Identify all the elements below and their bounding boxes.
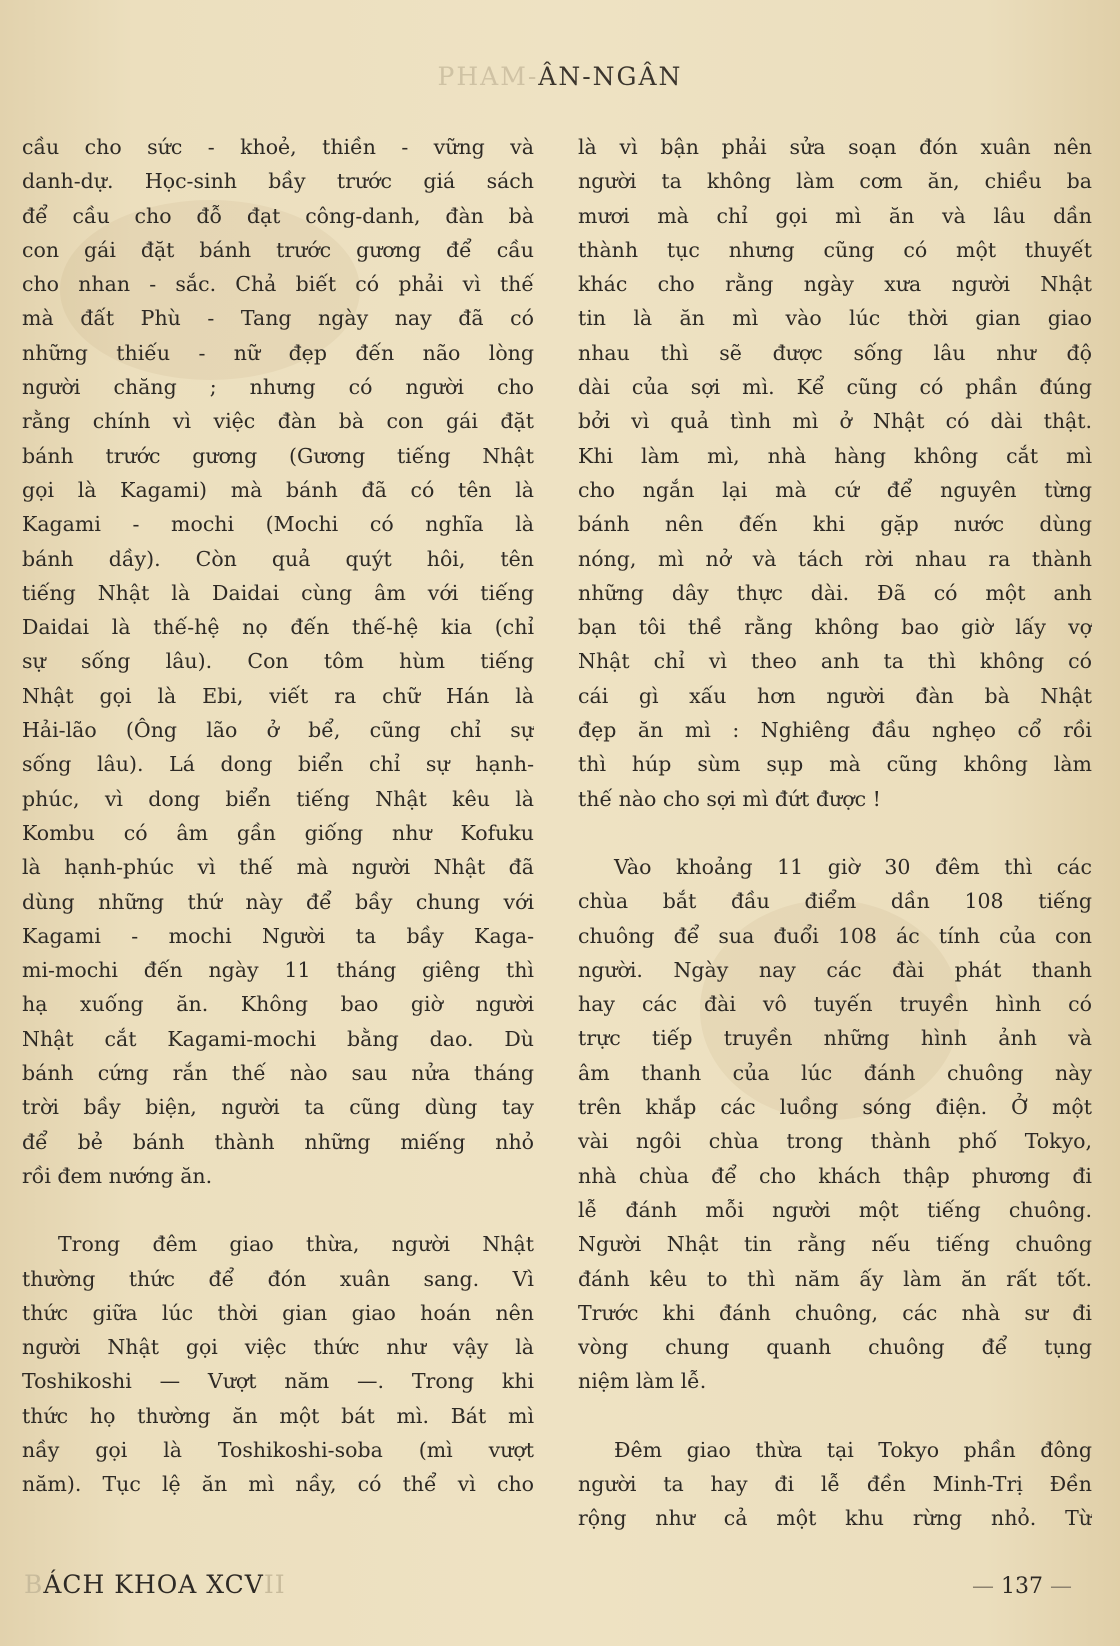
paragraph-gap [578, 1399, 1092, 1433]
text-line: Trước khi đánh chuông, các nhà sư đi [578, 1300, 1092, 1325]
text-line: Kombu có âm gần giống như Kofuku [22, 820, 534, 845]
text-line: Toshikoshi — Vượt năm —. Trong khi [22, 1369, 534, 1394]
running-header [0, 62, 1120, 91]
paragraph-gap [578, 816, 1092, 850]
text-line: niệm làm lễ. [578, 1369, 707, 1394]
text-line: nóng, mì nở và tách rời nhau ra thành [578, 546, 1092, 571]
text-line: vòng chung quanh chuông để tụng [578, 1335, 1092, 1360]
text-line: con gái đặt bánh trước gương để cầu [22, 237, 534, 262]
text-line: vài ngôi chùa trong thành phố Tokyo, [578, 1129, 1092, 1154]
text-line: chuông để sua đuổi 108 ác tính của con [578, 923, 1092, 948]
magazine-footer [24, 1570, 286, 1599]
text-line: trực tiếp truyền những hình ảnh và [578, 1026, 1092, 1051]
text-line: nhà chùa để cho khách thập phương đi [578, 1163, 1092, 1188]
text-line: mi-mochi đến ngày 11 tháng giêng thì [22, 958, 534, 983]
text-line: Đêm giao thừa tại Tokyo phần đông [614, 1437, 1092, 1462]
text-line: những dây thực dài. Đã có một anh [578, 580, 1092, 605]
text-line: người Nhật gọi việc thức như vậy là [22, 1335, 534, 1360]
page-number-block [972, 1574, 1072, 1599]
magazine-name: ÁCH KHOA XCV [43, 1570, 264, 1599]
text-line: đánh kêu to thì năm ấy làm ăn rất tốt. [578, 1266, 1092, 1291]
header-title: ÂN-NGÂN [538, 62, 683, 91]
text-line: phúc, vì dong biển tiếng Nhật kêu là [22, 786, 534, 811]
text-line: bánh nên đến khi gặp nước dùng [578, 512, 1092, 537]
text-line: rộng như cả một khu rừng nhỏ. Từ [578, 1506, 1092, 1531]
text-line: danh-dự. Học-sinh bầy trước giá sách [22, 169, 534, 194]
page-number: 137 [1001, 1574, 1043, 1599]
text-line: bạn tôi thề rằng không bao giờ lấy vợ [578, 615, 1092, 640]
text-line: là hạnh-phúc vì thế mà người Nhật đã [22, 855, 534, 880]
text-line: trên khắp các luồng sóng điện. Ở một [578, 1095, 1092, 1120]
text-line: bánh dầy). Còn quả quýt hôi, tên [22, 546, 534, 571]
text-line: cầu cho sức - khoẻ, thiền - vững và [22, 135, 534, 159]
text-line: người chăng ; nhưng có người cho [22, 375, 534, 400]
text-line: hay các đài vô tuyến truyền hình có [578, 992, 1092, 1017]
text-line: đẹp ăn mì : Nghiêng đầu nghẹo cổ rồi [578, 718, 1092, 743]
footer-faded-letter: B [24, 1570, 44, 1599]
text-line: người ta hay đi lễ đền Minh-Trị Đền [578, 1471, 1092, 1496]
footer-faded-tail: II [263, 1570, 286, 1599]
text-line: cái gì xấu hơn người đàn bà Nhật [578, 683, 1092, 708]
text-line: là vì bận phải sửa soạn đón xuân nên [578, 135, 1092, 159]
text-line: sự sống lâu). Con tôm hùm tiếng [22, 649, 534, 674]
text-line: rằng chính vì việc đàn bà con gái đặt [22, 409, 534, 434]
text-line: lễ đánh mỗi người một tiếng chuông. [578, 1197, 1092, 1222]
text-line: Nhật gọi là Ebi, viết ra chữ Hán là [22, 683, 534, 708]
text-line: hạ xuống ăn. Không bao giờ người [22, 992, 534, 1017]
text-line: Nhật cắt Kagami-mochi bằng dao. Dù [22, 1026, 534, 1051]
paragraph-gap [22, 1193, 534, 1227]
text-line: rồi đem nướng ăn. [22, 1163, 213, 1188]
text-line: thức họ thường ăn một bát mì. Bát mì [22, 1403, 534, 1428]
dash-right: — [1050, 1574, 1072, 1599]
text-line: thế nào cho sợi mì đứt được ! [578, 786, 881, 811]
text-line: dài của sợi mì. Kể cũng có phần đúng [578, 375, 1092, 400]
text-line: bánh trước gương (Gương tiếng Nhật [22, 443, 534, 468]
text-line: âm thanh của lúc đánh chuông này [578, 1060, 1092, 1085]
text-line: chùa bắt đầu điểm dần 108 tiếng [578, 889, 1092, 914]
text-line: tiếng Nhật là Daidai cùng âm với tiếng [22, 580, 534, 605]
left-column [22, 130, 534, 1502]
text-line: mà đất Phù - Tang ngày nay đã có [22, 306, 534, 331]
text-line: bởi vì quả tình mì ở Nhật có dài thật. [578, 409, 1092, 434]
text-line: Vào khoảng 11 giờ 30 đêm thì các [614, 854, 1092, 879]
text-line: dùng những thứ này để bầy chung với [22, 889, 534, 914]
text-line: trời bầy biện, người ta cũng dùng tay [22, 1095, 534, 1120]
right-column [578, 130, 1092, 1536]
text-line: để cầu cho đỗ đạt công-danh, đàn bà [22, 203, 534, 228]
text-line: nầy gọi là Toshikoshi-soba (mì vượt [22, 1437, 534, 1462]
text-line: khác cho rằng ngày xưa người Nhật [578, 272, 1092, 297]
header-faded-text: PHAM- [437, 62, 539, 91]
text-line: cho nhan - sắc. Chả biết có phải vì thế [22, 272, 534, 297]
dash-left: — [972, 1574, 994, 1599]
text-line: Daidai là thế-hệ nọ đến thế-hệ kia (chỉ [22, 615, 534, 640]
text-line: gọi là Kagami) mà bánh đã có tên là [22, 477, 534, 502]
text-line: thường thức để đón xuân sang. Vì [22, 1266, 534, 1291]
text-line: những thiếu - nữ đẹp đến não lòng [22, 340, 534, 365]
text-line: Khi làm mì, nhà hàng không cắt mì [578, 443, 1092, 468]
text-line: Kagami - mochi Người ta bầy Kaga- [22, 923, 534, 948]
text-line: Kagami - mochi (Mochi có nghĩa là [22, 512, 534, 537]
text-line: thành tục nhưng cũng có một thuyết [578, 237, 1092, 262]
text-line: Trong đêm giao thừa, người Nhật [58, 1232, 534, 1257]
text-line: để bẻ bánh thành những miếng nhỏ [22, 1129, 534, 1154]
text-line: mươi mà chỉ gọi mì ăn và lâu dần [578, 203, 1092, 228]
text-line: Hải-lão (Ông lão ở bể, cũng chỉ sự [22, 718, 534, 743]
text-line: người. Ngày nay các đài phát thanh [578, 957, 1092, 982]
text-line: thì húp sùm sụp mà cũng không làm [578, 752, 1092, 777]
text-line: người ta không làm cơm ăn, chiều ba [578, 169, 1092, 194]
text-line: năm). Tục lệ ăn mì nầy, có thể vì cho [22, 1472, 534, 1497]
text-line: cho ngắn lại mà cứ để nguyên từng [578, 477, 1092, 502]
text-line: Nhật chỉ vì theo anh ta thì không có [578, 649, 1092, 674]
text-line: thức giữa lúc thời gian giao hoán nên [22, 1300, 534, 1325]
text-line: tin là ăn mì vào lúc thời gian giao [578, 306, 1092, 331]
text-line: Người Nhật tin rằng nếu tiếng chuông [578, 1232, 1092, 1257]
text-line: nhau thì sẽ được sống lâu như độ [578, 340, 1092, 365]
text-line: bánh cứng rắn thế nào sau nửa tháng [22, 1061, 534, 1086]
text-line: sống lâu). Lá dong biển chỉ sự hạnh- [22, 752, 534, 777]
